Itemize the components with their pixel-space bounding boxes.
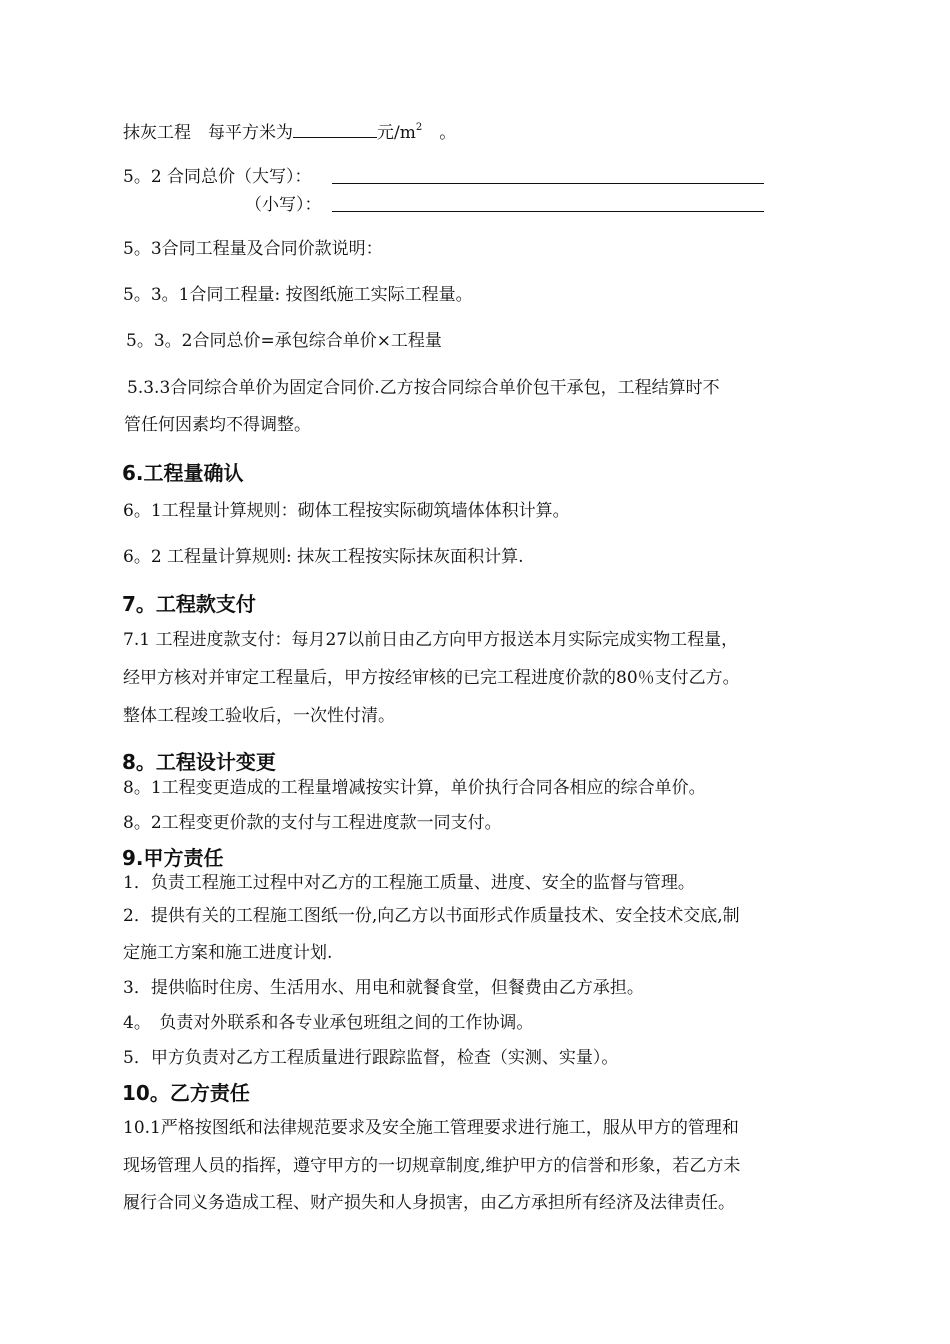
contract-note-2: 5。3。2合同总价=承包综合单价×工程量 xyxy=(126,331,442,351)
section-9-heading: 9.甲方责任 xyxy=(122,846,224,870)
plaster-price-unit: 元/m xyxy=(377,123,416,143)
plaster-price-label: 抹灰工程 每平方米为 xyxy=(123,123,293,143)
total-price-lower-blank xyxy=(332,211,764,212)
section-7-line-1: 7.1 工程进度款支付：每月27以前日由乙方向甲方报送本月实际完成实物工程量， xyxy=(123,630,739,650)
contract-note-3-line2: 管任何因素均不得调整。 xyxy=(124,415,311,435)
total-price-upper-label: 5。2 合同总价（大写）： xyxy=(123,167,312,187)
section-9-item-1: 1．负责工程施工过程中对乙方的工程施工质量、进度、安全的监督与管理。 xyxy=(123,873,695,893)
section-9-item-3: 3．提供临时住房、生活用水、用电和就餐食堂，但餐费由乙方承担。 xyxy=(123,978,644,998)
plaster-price-unit-sup: 2 xyxy=(415,122,423,133)
total-price-lower-label: （小写）： xyxy=(245,195,322,215)
section-9-item-5: 5．甲方负责对乙方工程质量进行跟踪监督，检查（实测、实量）。 xyxy=(123,1048,619,1068)
total-price-upper-blank xyxy=(332,183,764,184)
section-10-line-2: 现场管理人员的指挥，遵守甲方的一切规章制度,维护甲方的信誉和形象，若乙方未 xyxy=(123,1156,741,1176)
section-9-item-2-line-2: 定施工方案和施工进度计划. xyxy=(123,943,333,963)
section-7-line-2: 经甲方核对并审定工程量后，甲方按经审核的已完工程进度价款的80％支付乙方。 xyxy=(123,668,740,688)
section-6-item-2: 6。2 工程量计算规则: 抹灰工程按实际抹灰面积计算. xyxy=(123,547,524,567)
section-10-line-3: 履行合同义务造成工程、财产损失和人身损害，由乙方承担所有经济及法律责任。 xyxy=(123,1193,735,1213)
total-price-lower-line xyxy=(245,194,322,216)
contract-note-title: 5。3合同工程量及合同价款说明： xyxy=(123,239,383,259)
plaster-price-line xyxy=(123,119,456,144)
section-10-heading: 10。乙方责任 xyxy=(122,1081,250,1105)
section-6-heading: 6.工程量确认 xyxy=(122,461,244,485)
section-8-heading: 8。工程设计变更 xyxy=(122,750,276,774)
section-8-item-1: 8。1工程变更造成的工程量增减按实计算，单价执行合同各相应的综合单价。 xyxy=(123,778,706,798)
section-7-line-3: 整体工程竣工验收后，一次性付清。 xyxy=(123,706,395,726)
section-7-heading: 7。工程款支付 xyxy=(122,592,256,616)
total-price-upper-line xyxy=(123,166,312,188)
section-8-item-2: 8。2工程变更价款的支付与工程进度款一同支付。 xyxy=(123,813,502,833)
contract-note-3-line1: 5.3.3合同综合单价为固定合同价.乙方按合同综合单价包干承包，工程结算时不 xyxy=(127,378,720,398)
section-9-item-4: 4。 负责对外联系和各专业承包班组之间的工作协调。 xyxy=(123,1013,534,1033)
plaster-price-end: 。 xyxy=(439,123,457,143)
section-6-item-1: 6。1工程量计算规则：砌体工程按实际砌筑墙体体积计算。 xyxy=(123,501,570,521)
section-10-line-1: 10.1严格按图纸和法律规范要求及安全施工管理要求进行施工，服从甲方的管理和 xyxy=(123,1118,739,1138)
section-9-item-2-line-1: 2．提供有关的工程施工图纸一份,向乙方以书面形式作质量技术、安全技术交底,制 xyxy=(123,906,740,926)
contract-note-1: 5。3。1合同工程量: 按图纸施工实际工程量。 xyxy=(123,285,473,305)
plaster-price-blank xyxy=(293,119,377,138)
